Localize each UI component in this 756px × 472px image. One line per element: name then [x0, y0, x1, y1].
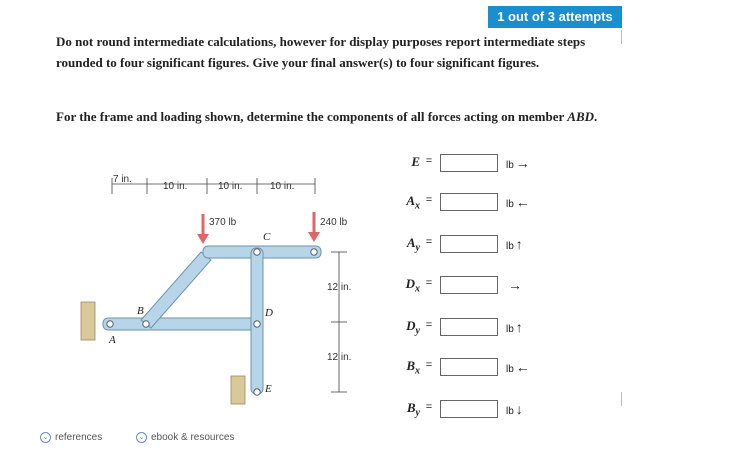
equals-sign: = — [425, 155, 433, 167]
member-name: ABD — [567, 109, 595, 124]
direction-arrow-icon: ↑ — [515, 319, 523, 335]
dim-12in-1: 12 in. — [327, 282, 352, 293]
dim-10in-1: 10 in. — [163, 181, 188, 192]
point-d-label: D — [265, 307, 273, 319]
answer-var: $B_y$ — [406, 400, 420, 419]
direction-arrow-icon: ← — [515, 194, 530, 210]
answer-input-ay[interactable] — [440, 235, 498, 253]
member-bc — [141, 252, 211, 328]
references-link[interactable]: ⌄ references — [40, 432, 102, 444]
load-arrow-370 — [197, 214, 209, 244]
equals-sign: = — [425, 359, 433, 371]
answer-var: $D_y$ — [406, 318, 420, 337]
equals-sign: = — [425, 401, 433, 413]
answer-input-e[interactable] — [440, 154, 498, 172]
answer-unit: lb ← — [506, 194, 530, 210]
panel-edge — [621, 392, 622, 406]
chevron-down-icon: ⌄ — [136, 432, 147, 443]
point-e-label: E — [265, 383, 272, 395]
point-a-label: A — [109, 334, 116, 346]
dim-10in-2: 10 in. — [218, 181, 243, 192]
answer-unit: lb ← — [506, 359, 530, 375]
dim-12in-2: 12 in. — [327, 352, 352, 363]
point-b-label: B — [137, 305, 144, 317]
answer-var: $B_x$ — [406, 358, 420, 377]
direction-arrow-icon: ↑ — [515, 236, 523, 252]
member-abd — [103, 318, 261, 330]
direction-arrow-icon: ← — [515, 359, 530, 375]
attempts-badge: 1 out of 3 attempts — [488, 6, 622, 28]
frame-figure — [75, 170, 385, 420]
answer-input-ax[interactable] — [440, 193, 498, 211]
load-arrow-240 — [308, 212, 320, 242]
direction-arrow-icon: → — [508, 277, 522, 293]
answer-input-dx[interactable] — [440, 276, 498, 294]
answer-var: $A_x$ — [406, 193, 420, 212]
answer-var: $D_x$ — [405, 276, 420, 295]
ground-support-e — [231, 376, 245, 404]
problem-text: For the frame and loading shown, determine the components of all forces acting on member — [56, 109, 568, 124]
chevron-down-icon: ⌄ — [40, 432, 51, 443]
ebook-resources-link[interactable]: ⌄ ebook & resources — [136, 432, 234, 444]
wall-support-a — [81, 302, 95, 340]
answer-var: E — [411, 154, 420, 169]
answer-unit: lb ↓ — [506, 401, 523, 417]
dimension-lines — [112, 178, 347, 392]
panel-edge — [621, 30, 622, 44]
answer-unit: lb ↑ — [506, 236, 523, 252]
load-label-370: 370 lb — [209, 217, 237, 228]
equals-sign: = — [425, 277, 433, 289]
equals-sign: = — [425, 319, 433, 331]
equals-sign: = — [425, 194, 433, 206]
dim-10in-3: 10 in. — [270, 181, 295, 192]
direction-arrow-icon: ↓ — [515, 401, 523, 417]
instructions-text: Do not round intermediate calculations, however for display purposes report intermediate steps rounded to four significant figures. Give your final answer(s) to four significant figures. — [56, 34, 586, 70]
answer-unit: lb → — [506, 155, 530, 171]
problem-end: . — [594, 109, 598, 124]
problem-statement — [56, 106, 616, 127]
equals-sign: = — [425, 236, 433, 248]
answer-var: $A_y$ — [406, 235, 420, 254]
point-c-label: C — [263, 231, 271, 243]
dim-7in: 7 in. — [113, 174, 132, 185]
answer-input-bx[interactable] — [440, 358, 498, 376]
answer-input-dy[interactable] — [440, 318, 498, 336]
direction-arrow-icon: → — [515, 155, 530, 171]
load-label-240: 240 lb — [320, 217, 348, 228]
answer-unit — [506, 277, 522, 293]
answer-unit: lb ↑ — [506, 319, 523, 335]
answer-input-by[interactable] — [440, 400, 498, 418]
